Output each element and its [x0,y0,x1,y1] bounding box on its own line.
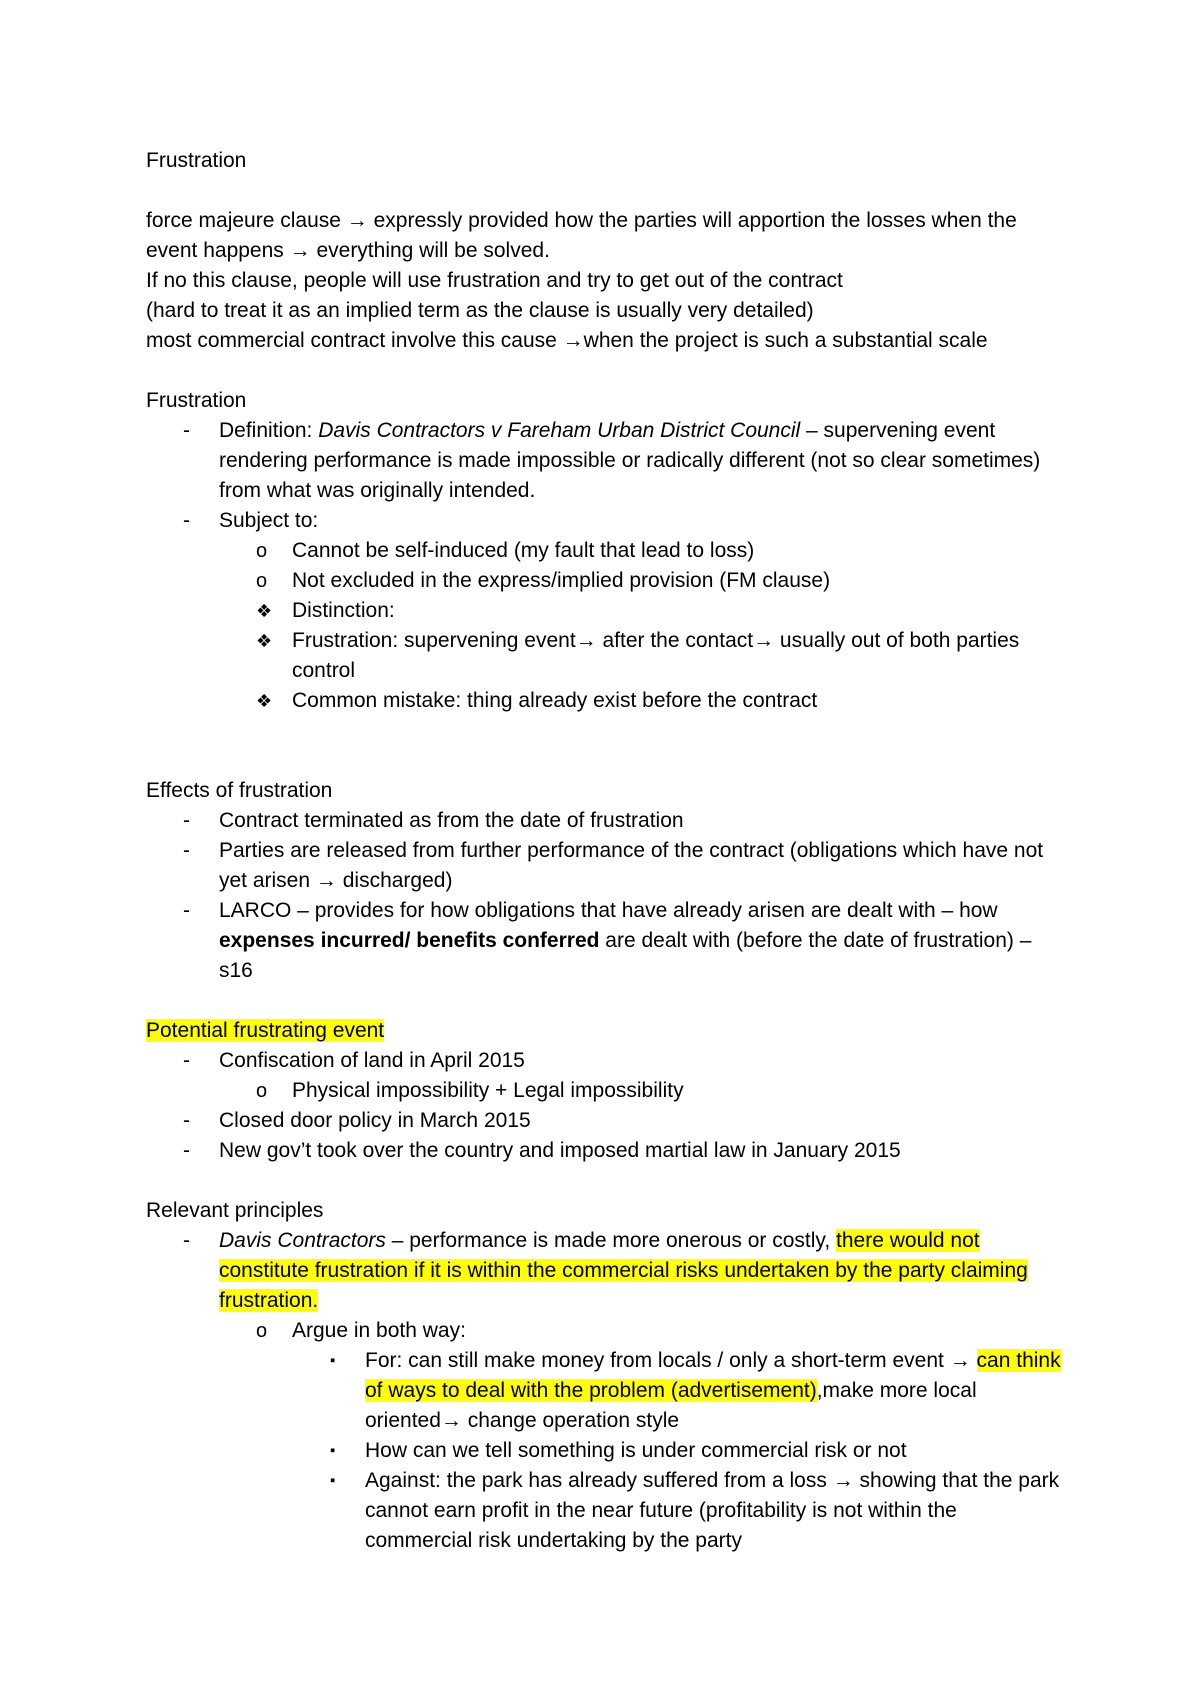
square-bullet-icon: ▪ [330,1442,336,1459]
highlighted-text: can think of ways to deal with the problem (advertisement) [365,1349,1061,1402]
diamond-bullet-icon: ❖ [256,601,273,621]
paragraph-implied-term: (hard to treat it as an implied term as the clause is usually very detailed) [146,299,814,322]
list-item-not-excluded: o Not excluded in the express/implied provision (FM clause) [146,566,1066,596]
case-name: Davis Contractors v Fareham Urban District Council [318,419,801,442]
list-item-definition: - Definition: Davis Contractors v Fareham Urban District Council – supervening event rendering performance is made impossible or radically different (not so clear sometimes) from what was originally intended. [146,416,1066,506]
dash-bullet-icon: - [183,1049,190,1072]
highlighted-text: there would not constitute frustration if it is within the commercial risks undertaken by the party claiming frustration. [219,1229,1028,1312]
arrow-icon: → [949,1349,971,1372]
list-item-against: ▪ Against: the park has already suffered from a loss → showing that the park cannot earn profit in the near future (profitability is not within the commercial risk undertaking by the party [146,1466,1066,1556]
square-bullet-icon: ▪ [330,1352,336,1369]
dash-bullet-icon: - [183,839,190,862]
list-item-self-induced: o Cannot be self-induced (my fault that lead to loss) [146,536,1066,566]
document-content [146,146,1066,1556]
bold-phrase: expenses incurred/ benefits conferred [219,929,600,952]
dash-bullet-icon: - [183,809,190,832]
list-item-argue: o Argue in both way: [146,1316,1066,1346]
dash-bullet-icon: - [183,899,190,922]
list-item-confiscation: - Confiscation of land in April 2015 [146,1046,1066,1076]
circle-bullet-icon: o [256,1080,268,1102]
heading-frustration-intro: Frustration [146,149,247,172]
arrow-icon: → [289,239,311,262]
circle-bullet-icon: o [256,570,268,592]
dash-bullet-icon: - [183,1229,190,1252]
heading-frustration: Frustration [146,389,247,412]
paragraph-no-clause: If no this clause, people will use frustration and try to get out of the contract [146,269,843,292]
paragraph-commercial-contract: most commercial contract involve this cause →when the project is such a substantial scale [146,329,988,352]
diamond-bullet-icon: ❖ [256,631,273,651]
list-item-closed-door: - Closed door policy in March 2015 [146,1106,1066,1136]
list-item-martial-law: - New gov’t took over the country and imposed martial law in January 2015 [146,1136,1066,1166]
arrow-icon: → [346,209,368,232]
case-name: Davis Contractors [219,1229,386,1252]
dash-bullet-icon: - [183,1139,190,1162]
diamond-bullet-icon: ❖ [256,691,273,711]
list-item-impossibility: o Physical impossibility + Legal impossibility [146,1076,1066,1106]
list-item-frustration-supervening: ❖ Frustration: supervening event→ after the contact→ usually out of both parties control [146,626,1066,686]
list-item-common-mistake: ❖ Common mistake: thing already exist before the contract [146,686,1066,716]
arrow-icon: → [832,1469,854,1492]
paragraph-force-majeure: force majeure clause → expressly provided how the parties will apportion the losses when the event happens → everything will be solved. [146,209,1017,262]
arrow-icon: → [753,629,775,652]
heading-potential-events [146,1016,1066,1046]
highlighted-heading: Potential frustrating event [146,1019,385,1042]
list-item-for: ▪ For: can still make money from locals / only a short-term event → can think of ways to deal with the problem (advertisement),make more local oriented→ change operation style [146,1346,1066,1436]
dash-bullet-icon: - [183,1109,190,1132]
arrow-icon: → [315,869,337,892]
circle-bullet-icon: o [256,1320,268,1342]
list-item-distinction: ❖ Distinction: [146,596,1066,626]
square-bullet-icon: ▪ [330,1472,336,1489]
arrow-icon: → [440,1409,462,1432]
arrow-icon: → [575,629,597,652]
list-item-larco: - LARCO – provides for how obligations that have already arisen are dealt with – how expenses incurred/ benefits conferred are dealt with (before the date of frustration) – s16 [146,896,1066,986]
dash-bullet-icon: - [183,509,190,532]
arrow-icon: → [562,329,584,352]
dash-bullet-icon: - [183,419,190,442]
list-item-how: ▪ How can we tell something is under commercial risk or not [146,1436,1066,1466]
heading-relevant-principles: Relevant principles [146,1199,324,1222]
list-item-released: - Parties are released from further performance of the contract (obligations which have not yet arisen → discharged) [146,836,1066,896]
list-item-davis-contractors: - Davis Contractors – performance is made more onerous or costly, there would not constitute frustration if it is within the commercial risks undertaken by the party claiming frustration. [146,1226,1066,1316]
circle-bullet-icon: o [256,540,268,562]
heading-effects: Effects of frustration [146,779,333,802]
list-item-terminated: - Contract terminated as from the date of frustration [146,806,1066,836]
list-item-subject-to: - Subject to: [146,506,1066,536]
